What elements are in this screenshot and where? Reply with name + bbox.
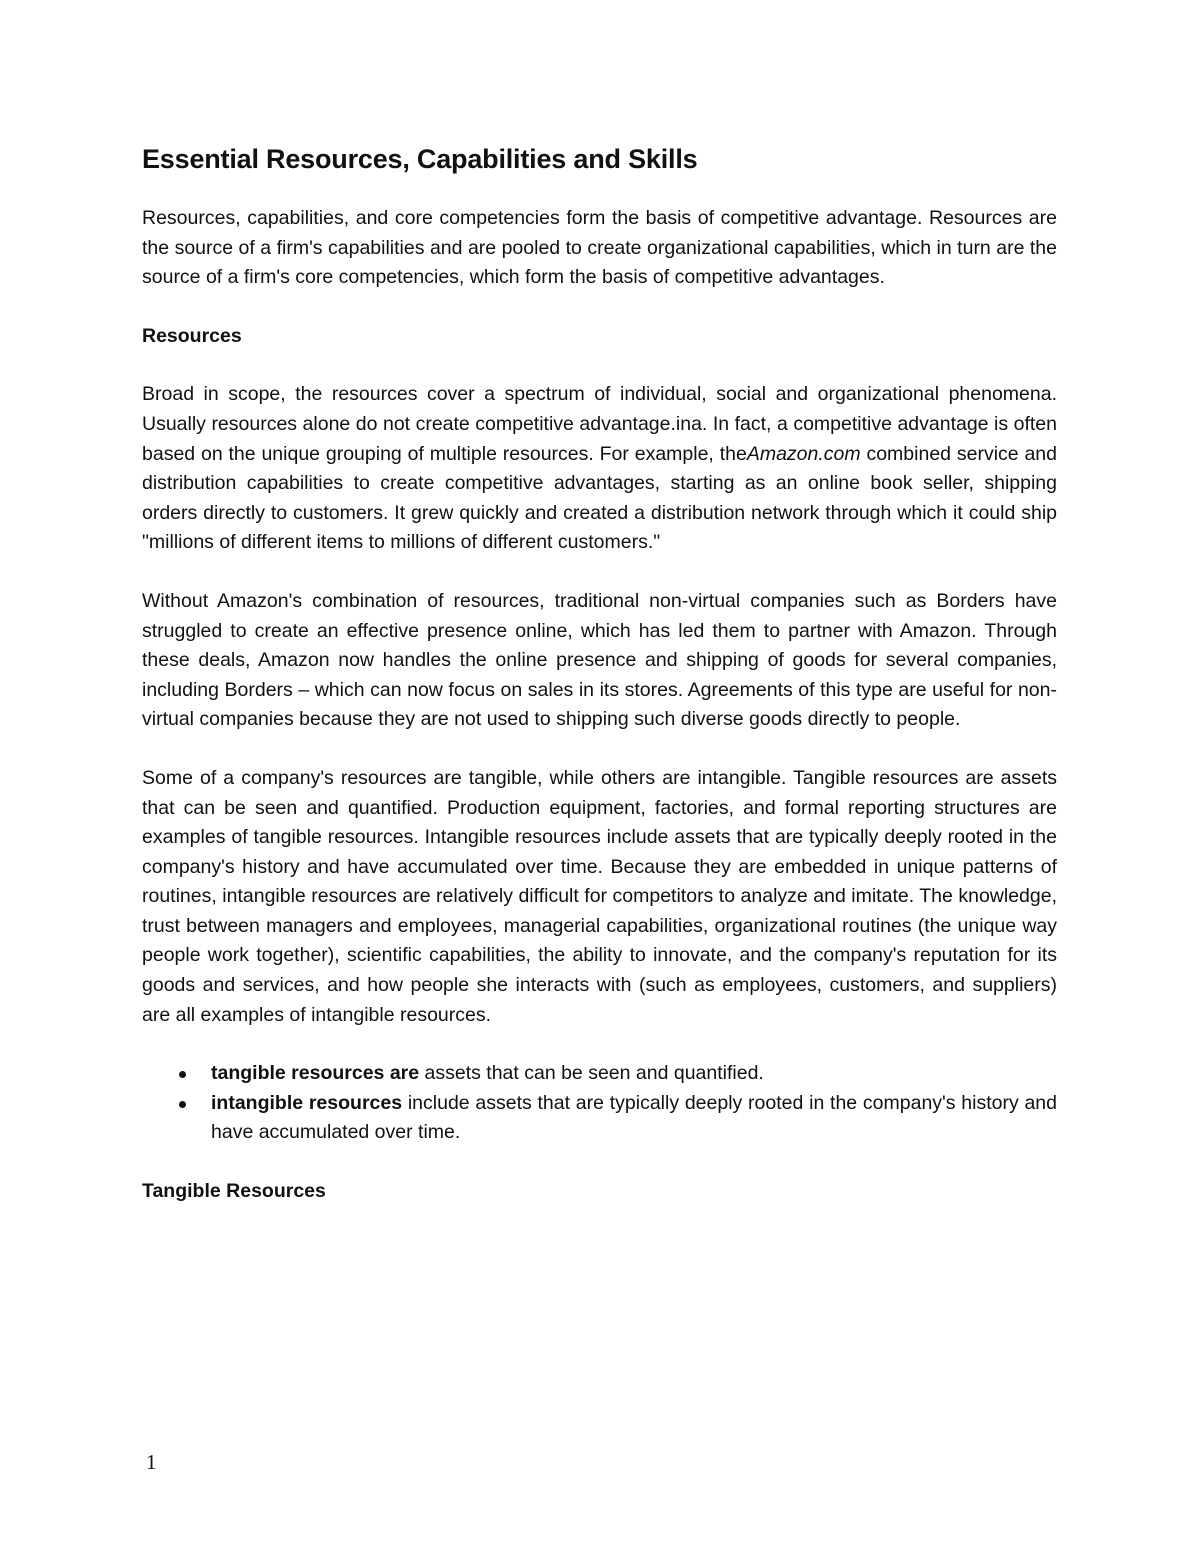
list-item-text: include assets that are typically deeply rooted in the company's history and have accumulated over time. bbox=[211, 1091, 1057, 1144]
section-heading-tangible-resources: Tangible Resources bbox=[142, 1180, 326, 1203]
document-title: Essential Resources, Capabilities and Skills bbox=[142, 144, 698, 174]
list-item-bold: intangible resources bbox=[211, 1091, 403, 1114]
intro-paragraph: Resources, capabilities, and core competencies form the basis of competitive advantage. Resources are the source of a firm's capabilities and are pooled to create organizational capabilities, which in turn are the source of a firm's core competencies, which form the basis of competitive advantages. bbox=[142, 207, 1057, 289]
resources-paragraph-text-2: combined service and distribution capabilities to create competitive advantages, starting as an online book seller, shipping orders directly to customers. It grew quickly and created a distribution network through which it could ship "millions of different items to millions of different customers." bbox=[142, 442, 1057, 554]
bullet-icon bbox=[179, 1101, 186, 1108]
tangible-intangible-paragraph: Some of a company's resources are tangible, while others are intangible. Tangible resources are assets that can be seen and quantified. Production equipment, factories, and formal reporting structures are examples of tangible resources. Intangible resources include assets that are typically deeply rooted in the company's history and have accumulated over time. Because they are embedded in unique patterns of routines, intangible resources are relatively difficult for competitors to analyze and imitate. The knowledge, trust between managers and employees, managerial capabilities, organizational routines (the unique way people work together), scientific capabilities, the ability to innovate, and the company's reputation for its goods and services, and how people she interacts with (such as employees, customers, and suppliers) are all examples of intangible resources. bbox=[142, 766, 1057, 1026]
amazon-combination-paragraph: Without Amazon's combination of resources, traditional non-virtual companies such as Borders have struggled to create an effective presence online, which has led them to partner with Amazon. Through these deals, Amazon now handles the online presence and shipping of goods for several companies, including Borders – which can now focus on sales in its stores. Agreements of this type are useful for non-virtual companies because they are not used to shipping such diverse goods directly to people. bbox=[142, 589, 1057, 731]
list-item-text: assets that can be seen and quantified. bbox=[419, 1062, 764, 1085]
list-item-bold: tangible resources are bbox=[211, 1062, 420, 1085]
list-item bbox=[211, 1089, 1057, 1148]
list-item bbox=[211, 1059, 1057, 1089]
amazon-italic-text: Amazon.com bbox=[746, 442, 861, 465]
section-heading-resources: Resources bbox=[142, 324, 242, 347]
page-number: 1 bbox=[146, 1450, 157, 1474]
resources-paragraph-text-1: Broad in scope, the resources cover a spectrum of individual, social and organizational phenomena. Usually resources alone do not create competitive advantage.ina. In fact, a competitive advantage is often based on the unique grouping of multiple resources. For example, the bbox=[142, 383, 1057, 465]
bullet-icon bbox=[179, 1071, 186, 1078]
document-body bbox=[142, 140, 1057, 1236]
resource-type-list bbox=[142, 1059, 1057, 1148]
resources-paragraph bbox=[142, 380, 1057, 558]
